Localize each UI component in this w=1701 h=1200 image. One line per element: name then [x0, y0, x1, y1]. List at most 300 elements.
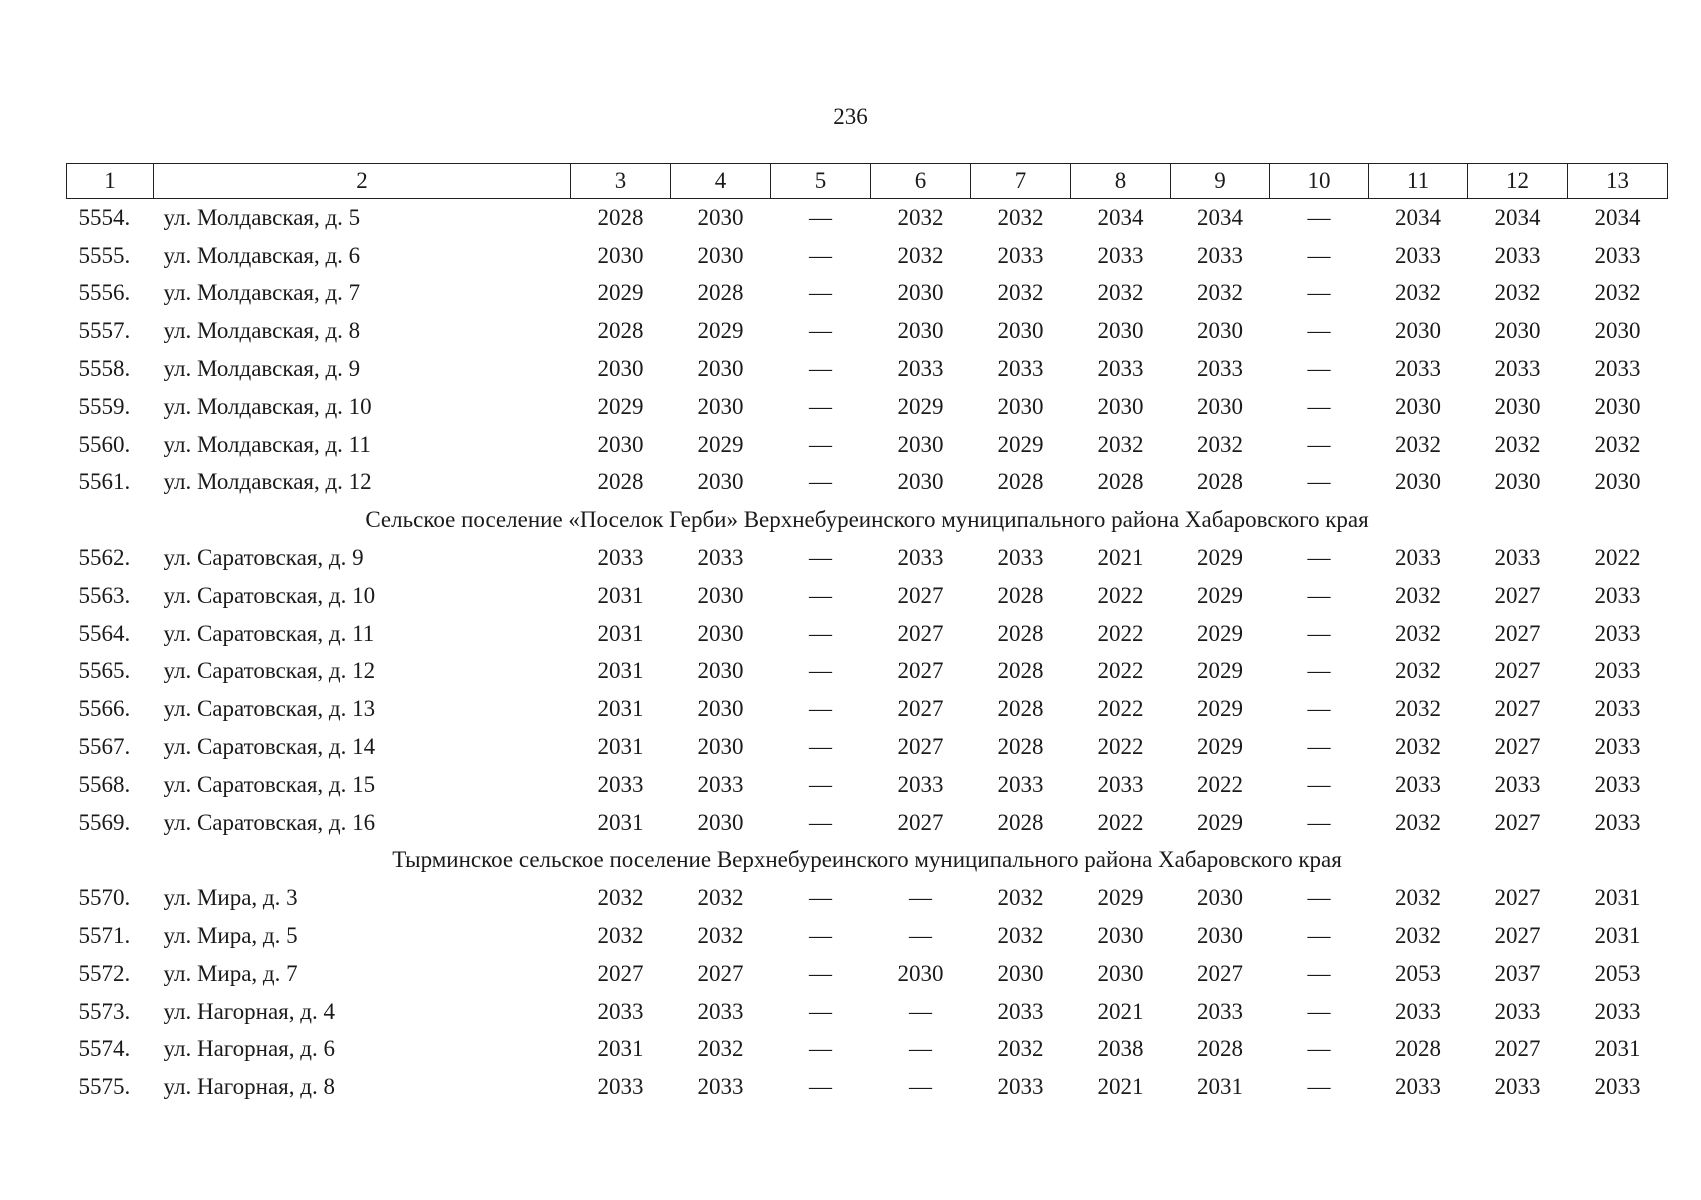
year-cell: 2028	[997, 469, 1044, 495]
year-cell: 2022	[1097, 734, 1144, 760]
column-header-4: 4	[671, 164, 771, 199]
year-cell: 2029	[997, 431, 1044, 457]
year-cell: —	[909, 1036, 932, 1062]
year-cell: 2030	[697, 204, 744, 230]
year-cell: 2034	[1197, 204, 1243, 230]
row-number: 5572.	[78, 960, 131, 986]
address-cell: ул. Мира, д. 3	[163, 885, 298, 911]
year-cell: 2032	[1097, 280, 1144, 306]
year-cell: 2033	[597, 998, 644, 1024]
year-cell: 2033	[1594, 696, 1641, 722]
address-cell: ул. Нагорная, д. 4	[163, 998, 335, 1024]
year-cell: 2031	[1594, 923, 1641, 949]
table-row	[67, 388, 1668, 426]
year-cell: 2032	[1197, 280, 1243, 306]
year-cell: 2027	[1494, 923, 1541, 949]
column-header-1: 1	[67, 164, 154, 199]
year-cell: —	[1307, 734, 1331, 760]
table-row	[67, 615, 1668, 653]
year-cell: 2053	[1395, 960, 1441, 986]
year-cell: 2033	[997, 356, 1044, 382]
table-row	[67, 653, 1668, 691]
year-cell: 2034	[1395, 204, 1441, 230]
year-cell: —	[1307, 242, 1331, 268]
year-cell: 2028	[997, 658, 1044, 684]
year-cell: 2030	[1594, 318, 1641, 344]
year-cell: 2030	[897, 960, 944, 986]
year-cell: 2033	[1594, 242, 1641, 268]
row-number: 5569.	[78, 809, 131, 835]
year-cell: 2028	[1197, 469, 1243, 495]
year-cell: 2032	[1395, 620, 1441, 646]
year-cell: 2030	[897, 469, 944, 495]
row-number: 5575.	[78, 1074, 131, 1100]
year-cell: —	[809, 1074, 832, 1100]
year-cell: 2029	[1197, 734, 1243, 760]
table-row	[67, 1068, 1668, 1106]
row-number: 5557.	[78, 318, 131, 344]
year-cell: 2030	[1197, 318, 1243, 344]
section-title: Сельское поселение «Поселок Герби» Верхнебуреинского муниципального района Хабаровского края	[365, 507, 1369, 533]
year-cell: —	[1307, 809, 1331, 835]
year-cell: 2028	[697, 280, 744, 306]
year-cell: 2030	[1395, 318, 1441, 344]
year-cell: 2027	[1494, 582, 1541, 608]
year-cell: 2028	[597, 204, 644, 230]
year-cell: 2022	[1097, 809, 1144, 835]
year-cell: 2030	[697, 242, 744, 268]
year-cell: 2027	[1494, 620, 1541, 646]
year-cell: 2032	[997, 1036, 1044, 1062]
address-cell: ул. Молдавская, д. 8	[163, 318, 361, 344]
address-cell: ул. Саратовская, д. 13	[163, 696, 376, 722]
year-cell: —	[809, 809, 832, 835]
row-number: 5559.	[78, 393, 131, 419]
year-cell: 2030	[997, 318, 1044, 344]
year-cell: 2030	[697, 469, 744, 495]
year-cell: —	[1307, 658, 1331, 684]
year-cell: 2033	[1395, 1074, 1441, 1100]
row-number: 5571.	[78, 923, 131, 949]
year-cell: 2032	[997, 280, 1044, 306]
table-row	[67, 426, 1668, 464]
year-cell: 2030	[1197, 393, 1243, 419]
year-cell: 2033	[997, 242, 1044, 268]
year-cell: 2027	[897, 582, 944, 608]
year-cell: 2027	[1494, 734, 1541, 760]
year-cell: 2037	[1494, 960, 1541, 986]
year-cell: 2029	[697, 318, 744, 344]
year-cell: —	[1307, 771, 1331, 797]
year-cell: —	[809, 393, 832, 419]
year-cell: 2030	[597, 242, 644, 268]
page-number: 236	[833, 104, 868, 129]
year-cell: —	[809, 242, 832, 268]
year-cell: 2022	[1097, 658, 1144, 684]
year-cell: 2030	[697, 582, 744, 608]
column-header-13: 13	[1568, 164, 1668, 199]
year-cell: —	[809, 885, 832, 911]
year-cell: 2028	[997, 734, 1044, 760]
year-cell: —	[1307, 1036, 1331, 1062]
year-cell: —	[809, 582, 832, 608]
year-cell: 2032	[1097, 431, 1144, 457]
address-cell: ул. Молдавская, д. 7	[163, 280, 361, 306]
year-cell: 2029	[1197, 620, 1243, 646]
year-cell: 2028	[997, 582, 1044, 608]
year-cell: 2032	[697, 923, 744, 949]
year-cell: 2033	[997, 545, 1044, 571]
year-cell: 2033	[1395, 545, 1441, 571]
address-cell: ул. Молдавская, д. 10	[163, 393, 372, 419]
column-header-7: 7	[971, 164, 1071, 199]
address-cell: ул. Нагорная, д. 6	[163, 1036, 335, 1062]
year-cell: —	[809, 696, 832, 722]
year-cell: 2031	[1594, 885, 1641, 911]
year-cell: 2021	[1097, 998, 1144, 1024]
year-cell: 2034	[1097, 204, 1144, 230]
year-cell: 2027	[1494, 1036, 1541, 1062]
address-cell: ул. Молдавская, д. 6	[163, 242, 361, 268]
year-cell: 2027	[897, 696, 944, 722]
year-cell: 2032	[897, 242, 944, 268]
row-number: 5568.	[78, 771, 131, 797]
year-cell: 2029	[597, 280, 644, 306]
address-cell: ул. Мира, д. 7	[163, 960, 298, 986]
year-cell: 2031	[1197, 1074, 1243, 1100]
year-cell: —	[809, 620, 832, 646]
year-cell: 2033	[1594, 734, 1641, 760]
year-cell: 2029	[1197, 809, 1243, 835]
year-cell: 2030	[1594, 393, 1641, 419]
year-cell: —	[809, 923, 832, 949]
year-cell: 2033	[1594, 356, 1641, 382]
year-cell: 2031	[597, 734, 644, 760]
year-cell: —	[809, 204, 832, 230]
year-cell: —	[809, 318, 832, 344]
year-cell: 2028	[597, 469, 644, 495]
year-cell: —	[809, 1036, 832, 1062]
column-header-11: 11	[1369, 164, 1468, 199]
year-cell: 2033	[597, 545, 644, 571]
table-row	[67, 955, 1668, 993]
year-cell: 2033	[1197, 242, 1243, 268]
year-cell: 2022	[1097, 696, 1144, 722]
year-cell: —	[1307, 393, 1331, 419]
year-cell: 2033	[1494, 242, 1541, 268]
year-cell: —	[809, 658, 832, 684]
year-cell: —	[809, 960, 832, 986]
address-cell: ул. Саратовская, д. 15	[163, 771, 376, 797]
year-cell: 2030	[1494, 393, 1541, 419]
year-cell: —	[1307, 356, 1331, 382]
year-cell: 2030	[897, 280, 944, 306]
year-cell: 2031	[597, 696, 644, 722]
table-row	[67, 917, 1668, 955]
row-number: 5563.	[78, 582, 131, 608]
address-cell: ул. Саратовская, д. 12	[163, 658, 376, 684]
year-cell: 2031	[597, 1036, 644, 1062]
year-cell: 2033	[1494, 1074, 1541, 1100]
year-cell: 2032	[1395, 885, 1441, 911]
year-cell: 2032	[1395, 809, 1441, 835]
year-cell: 2030	[997, 393, 1044, 419]
table-row	[67, 539, 1668, 577]
row-number: 5567.	[78, 734, 131, 760]
year-cell: —	[809, 431, 832, 457]
table-row	[67, 879, 1668, 917]
year-cell: 2030	[897, 318, 944, 344]
year-cell: 2028	[997, 620, 1044, 646]
year-cell: 2032	[1594, 431, 1641, 457]
column-header-10: 10	[1270, 164, 1369, 199]
year-cell: 2030	[1197, 885, 1243, 911]
year-cell: 2027	[1197, 960, 1243, 986]
year-cell: 2034	[1594, 204, 1641, 230]
year-cell: 2029	[897, 393, 944, 419]
year-cell: 2032	[1395, 431, 1441, 457]
year-cell: 2033	[1395, 998, 1441, 1024]
year-cell: —	[1307, 1074, 1331, 1100]
year-cell: 2032	[997, 204, 1044, 230]
row-number: 5564.	[78, 620, 131, 646]
row-number: 5555.	[78, 242, 131, 268]
table-row	[67, 804, 1668, 842]
year-cell: 2032	[1395, 658, 1441, 684]
year-cell: 2030	[1097, 923, 1144, 949]
year-cell: 2033	[997, 1074, 1044, 1100]
year-cell: —	[809, 734, 832, 760]
row-number: 5573.	[78, 998, 131, 1024]
year-cell: 2032	[897, 204, 944, 230]
row-number: 5570.	[78, 885, 131, 911]
year-cell: 2033	[697, 545, 744, 571]
year-cell: 2030	[1097, 393, 1144, 419]
year-cell: —	[809, 998, 832, 1024]
year-cell: 2028	[997, 809, 1044, 835]
year-cell: 2033	[1395, 242, 1441, 268]
year-cell: 2027	[1494, 809, 1541, 835]
table-row	[67, 1031, 1668, 1069]
year-cell: 2021	[1097, 545, 1144, 571]
year-cell: 2038	[1097, 1036, 1144, 1062]
year-cell: —	[1307, 431, 1331, 457]
year-cell: 2031	[597, 658, 644, 684]
year-cell: —	[909, 998, 932, 1024]
year-cell: 2030	[697, 393, 744, 419]
row-number: 5565.	[78, 658, 131, 684]
year-cell: 2033	[1594, 771, 1641, 797]
year-cell: 2030	[997, 960, 1044, 986]
section-header-row	[67, 842, 1668, 880]
row-number: 5561.	[78, 469, 131, 495]
year-cell: 2033	[1494, 356, 1541, 382]
year-cell: 2033	[1594, 620, 1641, 646]
table-row	[67, 464, 1668, 502]
year-cell: 2029	[1197, 582, 1243, 608]
year-cell: 2033	[1594, 658, 1641, 684]
table-row	[67, 993, 1668, 1031]
address-cell: ул. Молдавская, д. 9	[163, 356, 361, 382]
year-cell: 2028	[597, 318, 644, 344]
year-cell: 2033	[897, 771, 944, 797]
year-cell: 2032	[1395, 696, 1441, 722]
year-cell: 2030	[897, 431, 944, 457]
year-cell: 2032	[997, 885, 1044, 911]
address-cell: ул. Саратовская, д. 10	[163, 582, 376, 608]
year-cell: 2030	[697, 620, 744, 646]
year-cell: 2033	[897, 356, 944, 382]
year-cell: 2030	[1494, 318, 1541, 344]
year-cell: 2033	[697, 998, 744, 1024]
year-cell: 2022	[1197, 771, 1243, 797]
row-number: 5560.	[78, 431, 131, 457]
year-cell: 2032	[1395, 280, 1441, 306]
year-cell: 2027	[1494, 696, 1541, 722]
year-cell: 2027	[597, 960, 644, 986]
table-row	[67, 275, 1668, 313]
year-cell: 2032	[1395, 582, 1441, 608]
year-cell: —	[1307, 545, 1331, 571]
year-cell: 2033	[1197, 356, 1243, 382]
year-cell: 2030	[697, 809, 744, 835]
table-row	[67, 312, 1668, 350]
year-cell: 2034	[1494, 204, 1541, 230]
year-cell: 2033	[1594, 809, 1641, 835]
year-cell: 2033	[1097, 771, 1144, 797]
year-cell: 2021	[1097, 1074, 1144, 1100]
year-cell: —	[909, 885, 932, 911]
year-cell: —	[1307, 923, 1331, 949]
address-cell: ул. Молдавская, д. 5	[163, 204, 361, 230]
table-row	[67, 199, 1668, 237]
year-cell: 2032	[697, 1036, 744, 1062]
year-cell: —	[1307, 998, 1331, 1024]
table-row	[67, 766, 1668, 804]
year-cell: 2033	[1097, 242, 1144, 268]
year-cell: 2032	[1594, 280, 1641, 306]
year-cell: 2029	[697, 431, 744, 457]
year-cell: 2033	[697, 771, 744, 797]
year-cell: 2028	[1097, 469, 1144, 495]
year-cell: 2033	[1197, 998, 1243, 1024]
table-row	[67, 350, 1668, 388]
year-cell: 2033	[597, 1074, 644, 1100]
year-cell: 2032	[1494, 280, 1541, 306]
column-header-12: 12	[1468, 164, 1568, 199]
year-cell: 2033	[1494, 998, 1541, 1024]
row-number: 5554.	[78, 204, 131, 230]
table-body	[67, 199, 1668, 1107]
year-cell: 2028	[1197, 1036, 1243, 1062]
year-cell: 2030	[697, 734, 744, 760]
year-cell: 2033	[1494, 545, 1541, 571]
address-cell: ул. Молдавская, д. 11	[163, 431, 371, 457]
year-cell: 2032	[597, 885, 644, 911]
year-cell: 2033	[697, 1074, 744, 1100]
year-cell: —	[1307, 280, 1331, 306]
year-cell: 2027	[1494, 885, 1541, 911]
year-cell: 2033	[997, 998, 1044, 1024]
year-cell: —	[809, 469, 832, 495]
year-cell: 2030	[1097, 318, 1144, 344]
year-cell: 2030	[1395, 469, 1441, 495]
year-cell: 2053	[1594, 960, 1641, 986]
year-cell: 2027	[897, 734, 944, 760]
year-cell: 2033	[1594, 1074, 1641, 1100]
year-cell: 2031	[597, 809, 644, 835]
year-cell: 2033	[997, 771, 1044, 797]
year-cell: 2033	[1097, 356, 1144, 382]
year-cell: 2029	[1097, 885, 1144, 911]
year-cell: 2032	[1494, 431, 1541, 457]
year-cell: —	[809, 545, 832, 571]
year-cell: 2030	[1594, 469, 1641, 495]
year-cell: 2033	[1395, 771, 1441, 797]
section-header-row	[67, 501, 1668, 539]
year-cell: 2027	[897, 809, 944, 835]
year-cell: 2030	[697, 658, 744, 684]
row-number: 5556.	[78, 280, 131, 306]
year-cell: —	[1307, 204, 1331, 230]
year-cell: 2029	[597, 393, 644, 419]
year-cell: 2031	[597, 620, 644, 646]
year-cell: 2032	[1197, 431, 1243, 457]
section-title: Тырминское сельское поселение Верхнебуреинского муниципального района Хабаровского края	[392, 847, 1342, 873]
column-header-9: 9	[1171, 164, 1270, 199]
year-cell: 2033	[1594, 582, 1641, 608]
year-cell: 2029	[1197, 545, 1243, 571]
year-cell: 2033	[1395, 356, 1441, 382]
year-cell: 2030	[597, 431, 644, 457]
year-cell: 2033	[1594, 998, 1641, 1024]
row-number: 5566.	[78, 696, 131, 722]
year-cell: 2028	[1395, 1036, 1441, 1062]
year-cell: 2022	[1097, 582, 1144, 608]
year-cell: 2032	[1395, 734, 1441, 760]
year-cell: —	[1307, 620, 1331, 646]
year-cell: 2030	[1197, 923, 1243, 949]
address-cell: ул. Мира, д. 5	[163, 923, 298, 949]
year-cell: 2022	[1097, 620, 1144, 646]
year-cell: —	[1307, 582, 1331, 608]
year-cell: 2033	[897, 545, 944, 571]
year-cell: 2030	[1395, 393, 1441, 419]
year-cell: 2027	[1494, 658, 1541, 684]
address-cell: ул. Нагорная, д. 8	[163, 1074, 335, 1100]
table-row	[67, 577, 1668, 615]
year-cell: —	[1307, 885, 1331, 911]
data-table	[66, 163, 1668, 1106]
year-cell: —	[1307, 469, 1331, 495]
year-cell: 2030	[697, 696, 744, 722]
year-cell: 2032	[997, 923, 1044, 949]
year-cell: 2029	[1197, 658, 1243, 684]
year-cell: —	[809, 771, 832, 797]
address-cell: ул. Саратовская, д. 14	[163, 734, 376, 760]
header-row	[67, 164, 1668, 199]
year-cell: 2027	[897, 658, 944, 684]
year-cell: 2031	[1594, 1036, 1641, 1062]
year-cell: —	[909, 923, 932, 949]
address-cell: ул. Саратовская, д. 11	[163, 620, 375, 646]
year-cell: 2033	[1494, 771, 1541, 797]
column-header-5: 5	[771, 164, 871, 199]
table-row	[67, 728, 1668, 766]
year-cell: —	[809, 356, 832, 382]
year-cell: —	[809, 280, 832, 306]
year-cell: 2029	[1197, 696, 1243, 722]
